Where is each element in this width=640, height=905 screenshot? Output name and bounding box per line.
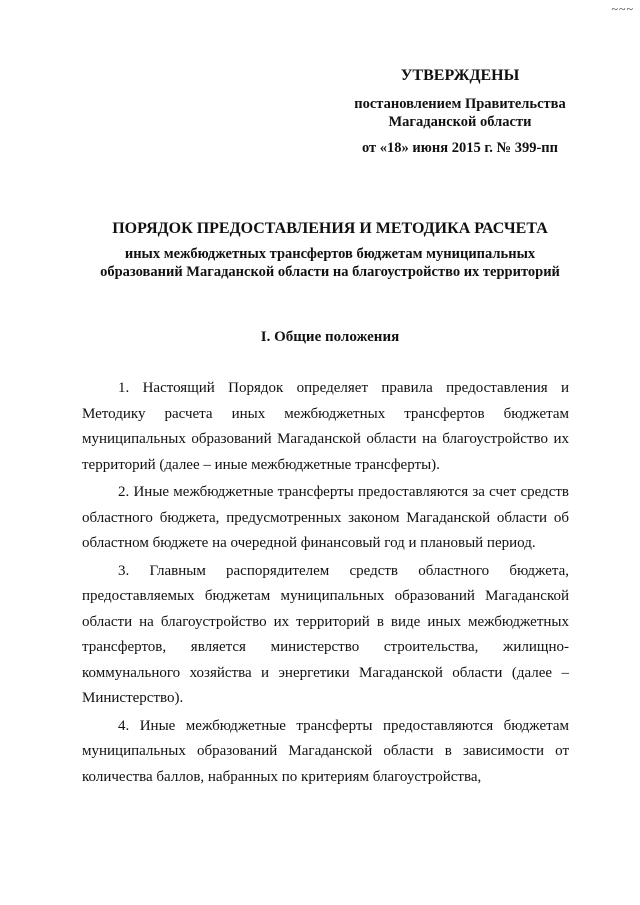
document-subtitle-line-1: иных межбюджетных трансфертов бюджетам муниципальных: [124, 246, 536, 262]
document-body: [82, 376, 569, 792]
approval-line-2: Магаданской области: [388, 114, 532, 130]
paragraph: 2. Иные межбюджетные трансферты предоставляются за счет средств областного бюджета, предусмотренных законом Магаданской области об областном бюджете на очередной финансовый год и плановый период.: [82, 484, 569, 551]
paragraph: 4. Иные межбюджетные трансферты предоставляются бюджетам муниципальных образований Магаданской области в зависимости от количества баллов, набранных по критериям благоустройства,: [82, 717, 569, 785]
document-title-block: [50, 218, 610, 281]
paragraph: 1. Настоящий Порядок определяет правила предоставления и Методику расчета иных межбюджетных трансфертов бюджетам муниципальных образований Магаданской области на благоустройство их территорий (далее – иные межбюджетные трансферты).: [82, 380, 569, 473]
document-title: ПОРЯДОК ПРЕДОСТАВЛЕНИЯ И МЕТОДИКА РАСЧЕТА: [112, 220, 548, 237]
paragraph: 3. Главным распорядителем средств областного бюджета, предоставляемых бюджетам муниципальных образований Магаданской области на благоустройство их территорий в виде иных межбюджетных трансфертов, является министерство строительства, жилищно-коммунального хозяйства и энергетики Магаданской области (далее – Министерство).: [82, 562, 569, 706]
document-subtitle-line-2: образований Магаданской области на благоустройство их территорий: [100, 264, 560, 280]
document-subtitle: [50, 245, 610, 281]
corner-mark: ~~~: [611, 2, 634, 16]
approval-block: [330, 66, 590, 157]
approval-heading: УТВЕРЖДЕНЫ: [400, 67, 520, 84]
approval-line-1: постановлением Правительства: [354, 96, 566, 112]
approval-date: от «18» июня 2015 г. № 399-пп: [362, 140, 558, 156]
section-heading: I. Общие положения: [260, 329, 400, 345]
